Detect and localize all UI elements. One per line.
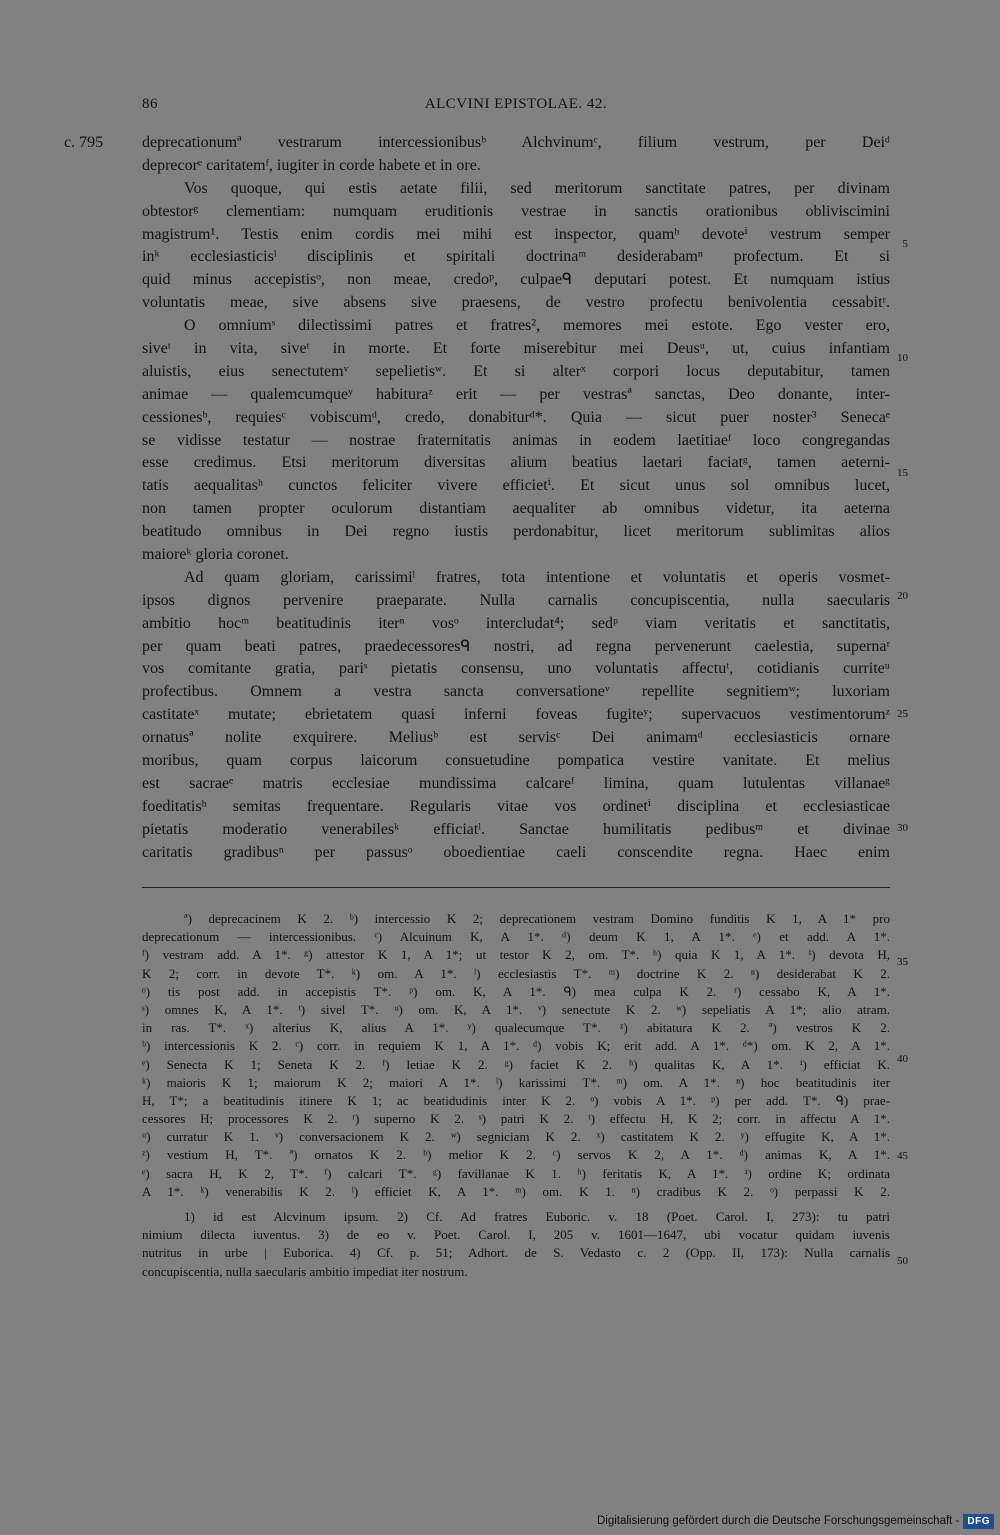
text-line: animae — qualemcumqueʸ habituraᶻ erit — per vestrasª sanctas, Deo donante, inter-	[142, 385, 890, 403]
line-number: 15	[897, 467, 908, 479]
text-line: foeditatisʰ semitas frequentare. Regularis vitae vos ordinetⁱ disciplina et ecclesiasticae	[142, 797, 890, 815]
source-note-line: 1) id est Alcvinum ipsum. 2) Cf. Ad fratres Euboric. v. 18 (Poet. Carol. I, 273): tu patri	[184, 1209, 890, 1224]
text-line: deprecorᵉ caritatemᶠ, iugiter in corde habete et in ore.	[142, 156, 481, 174]
note-line: ª) deprecacinem K 2. ᵇ) intercessio K 2; deprecationem vestram Domino funditis K 1, A 1* pro	[184, 911, 890, 926]
footer-banner	[597, 1511, 994, 1531]
text-line: non tamen propter oculorum distantiam aequaliter ab omnibus videtur, ita aeterna	[142, 500, 890, 518]
text-line: Ad quam gloriam, carissimiˡ fratres, tota intentione et voluntatis et operis vosmet-	[184, 568, 890, 586]
page-number: 86	[142, 96, 158, 112]
text-line: maioreᵏ gloria coronet.	[142, 546, 289, 564]
text-line: profectibus. Omnem a vestra sancta conversationeᵛ repellite segnitiemʷ; luxoriam	[142, 683, 890, 701]
critical-apparatus	[142, 910, 890, 1281]
text-line: voluntatis meae, sive absens sive praesens, de vestro profectu benivolentia cessabitʳ.	[142, 294, 890, 312]
text-line: quid minus accepistisᵒ, non meae, credoᵖ, culpaeᑫ deputari potest. Et numquam istius	[142, 271, 890, 289]
note-line: in ras. T*. ˣ) alterius K, alius A 1*. ʸ) qualecumque T*. ᶻ) abitatura K 2. ª) vestros K 2.	[142, 1020, 890, 1036]
source-note-line: nutritus in urbe | Euborica. 4) Cf. p. 51; Adhort. de S. Vedasto c. 2 (Opp. II, 173): Nulla carnalis	[142, 1245, 890, 1261]
text-line: vos comitante gratia, pariˢ pietatis consensu, uno voluntatis affectuᵗ, cotidianis curriteᵘ	[142, 660, 890, 678]
running-title: ALCVINI EPISTOLAE. 42.	[424, 96, 608, 112]
line-number: 40	[897, 1053, 908, 1065]
note-line: ᵒ) tis post add. in accepistis T*. ᵖ) om. K, A 1*. ᑫ) mea culpa K 2. ʳ) cessabo K, A 1*.	[142, 983, 890, 999]
note-line: ᶻ) vestium H, T*. ª) ornatos K 2. ᵇ) melior K 2. ᶜ) servos K 2, A 1*. ᵈ) animas K, A 1*.	[142, 1147, 890, 1163]
source-note-line: concupiscentia, nulla saecularis ambitio impediat iter nostrum.	[142, 1263, 468, 1279]
main-text	[142, 132, 890, 865]
note-line: ᵘ) curratur K 1. ᵛ) conversacionem K 2. ʷ) segniciam K 2. ˣ) castitatem K 2. ʸ) effugite K, A 1*.	[142, 1129, 890, 1145]
note-line: ˢ) omnes K, A 1*. ᵗ) sivel T*. ᵘ) om. K, A 1*. ᵛ) senectute K 2. ʷ) sepeliatis A 1*; alio atram.	[142, 1001, 890, 1017]
note-line: ᵉ) Senecta K 1; Seneta K 2. ᶠ) letiae K 2. ᵍ) faciet K 2. ʰ) qualitas K, A 1*. ⁱ) efficiat K.	[142, 1056, 890, 1072]
text-line: tatis aequalitasʰ cunctos feliciter vivere efficietⁱ. Et sicut unus sol omnibus lucet,	[142, 477, 890, 495]
text-line: ipsos dignos pervenire praeparate. Nulla carnalis concupiscentia, nulla saecularis	[142, 591, 890, 609]
text-line: ornatusª nolite exquirere. Meliusᵇ est servisᶜ Dei animamᵈ ecclesiasticis ornare	[142, 729, 890, 747]
footnote-rule	[142, 887, 890, 888]
margin-date: c. 795	[64, 134, 104, 151]
text-line: Vos quoque, qui estis aetate filii, sed meritorum sanctitate patres, per divinam	[184, 179, 890, 197]
note-line: deprecationum — intercessionibus. ᶜ) Alcuinum K, A 1*. ᵈ) deum K 1, A 1*. ᵉ) et add. A 1*.	[142, 929, 890, 945]
source-note-line: nimium dilecta iuventus. 3) de eo v. Poet. Carol. I, 205 v. 1601—1647, ubi vocatur quidam iuvenis	[142, 1227, 890, 1243]
text-line: caritatis gradibusⁿ per passusᵒ oboedientiae caeli conscendite regna. Haec enim	[142, 843, 890, 861]
page-header	[142, 96, 890, 120]
note-line: ᵇ) intercessionis K 2. ᶜ) corr. in requiem K 1, A 1*. ᵈ) vobis K; erit add. A 1*. ᵈ*) om. K 2, A 1*.	[142, 1038, 890, 1054]
line-number: 35	[897, 956, 908, 968]
text-line: esse credimus. Etsi meritorum diversitas alium beatius laetari faciatᵍ, tamen aeterni-	[142, 454, 890, 472]
text-line: beatitudo omnibus in Dei regno iustis perdonabitur, licet meritorum sublimitas alios	[142, 523, 890, 541]
line-number: 30	[897, 822, 908, 834]
text-line: moribus, quam corpus laicorum consuetudine pompatica vestire vanitate. Et melius	[142, 752, 890, 770]
line-number: 50	[897, 1255, 908, 1267]
note-line: ᵉ) sacra H, K 2, T*. ᶠ) calcari T*. ᵍ) favillanae K 1. ʰ) feritatis K, A 1*. ⁱ) ordine K; ordinata	[142, 1165, 890, 1181]
line-number: 25	[897, 708, 908, 720]
note-line: ᵏ) maioris K 1; maiorum K 2; maiori A 1*. ˡ) karissimi T*. ᵐ) om. A 1*. ⁿ) hoc beatitudinis iter	[142, 1074, 890, 1090]
note-line: cessores H; processores K 2. ʳ) superno K 2. ˢ) patri K 2. ᵗ) effectu H, K 2; corr. in affectu A 1*.	[142, 1111, 890, 1127]
text-line: magistrum¹. Testis enim cordis mei mihi est inspector, quamʰ devoteⁱ vestrum semper	[142, 225, 890, 243]
note-line: ᶠ) vestram add. A 1*. ᵍ) attestor K 1, A 1*; ut testor K 2, om. T*. ʰ) quia K 1, A 1*. ⁱ) devota H,	[142, 947, 890, 963]
text-line: obtestorᵍ clementiam: numquam eruditionis vestrae in sanctis orationibus obliviscimini	[142, 202, 890, 220]
text-line: deprecationumª vestrarum intercessionibusᵇ Alchvinumᶜ, filium vestrum, per Deiᵈ	[142, 134, 890, 151]
note-line: K 2; corr. in devote T*. ᵏ) om. A 1*. ˡ) ecclesiastis T*. ᵐ) doctrine K 2. ⁿ) desiderabat K 2.	[142, 965, 890, 981]
text-line: est sacraeᵉ matris ecclesiae mundissima calcareᶠ limina, quam lutulentas villanaeᵍ	[142, 774, 890, 792]
text-line: cessionesᵇ, requiesᶜ vobiscumᵈ, credo, donabiturᵈ*. Quia — sicut puer noster³ Senecaᵉ	[142, 408, 890, 426]
text-line: per quam beati patres, praedecessoresᑫ nostri, ad regna pervenerunt caelestia, supernaʳ	[142, 637, 890, 655]
text-line: pietatis moderatio venerabilesᵏ efficiatˡ. Sanctae humilitatis pedibusᵐ et divinae	[142, 820, 890, 838]
text-line: ambitio hocᵐ beatitudinis iterⁿ vosᵒ intercludat⁴; sedᵖ viam veritatis et sanctitatis,	[142, 614, 890, 632]
footer-text: Digitalisierung gefördert durch die Deutsche Forschungsgemeinschaft -	[596, 1515, 960, 1527]
dfg-logo: DFG	[963, 1514, 994, 1529]
note-line: H, T*; a beatitudinis itinere K 1; ac beatidudinis inter K 2. ᵒ) vobis A 1*. ᵖ) per add. T*. ᑫ) prae-	[142, 1092, 890, 1108]
text-line: siveᵗ in vita, siveᵗ in morte. Et forte miserebitur mei Deusᵘ, ut, cuius infantiam	[142, 340, 890, 358]
line-number: 45	[897, 1150, 908, 1162]
line-number: 10	[897, 352, 908, 364]
line-number: 5	[902, 238, 908, 250]
text-line: castitateˣ mutate; ebrietatem quasi inferni foveas fugiteʸ; supervacuos vestimentorumᶻ	[142, 706, 890, 724]
text-line: se vidisse testatur — nostrae fraternitatis animas in eodem laetitiaeᶠ loco congregandas	[142, 431, 890, 449]
text-line: O omniumˢ dilectissimi patres et fratres², memores mei estote. Ego vester ero,	[184, 317, 890, 335]
text-line: inᵏ ecclesiasticisˡ disciplinis et spiritali doctrinaᵐ desiderabamⁿ profectum. Et si	[142, 248, 890, 266]
text-line: aluistis, eius senectutemᵛ sepelietisʷ. Et si alterˣ corpori locus deputabitur, tamen	[142, 362, 890, 380]
note-line: A 1*. ᵏ) venerabilis K 2. ˡ) efficiet K, A 1*. ᵐ) om. K 1. ⁿ) cradibus K 2. ᵒ) perpassi K 2.	[142, 1183, 890, 1199]
line-number: 20	[897, 590, 908, 602]
